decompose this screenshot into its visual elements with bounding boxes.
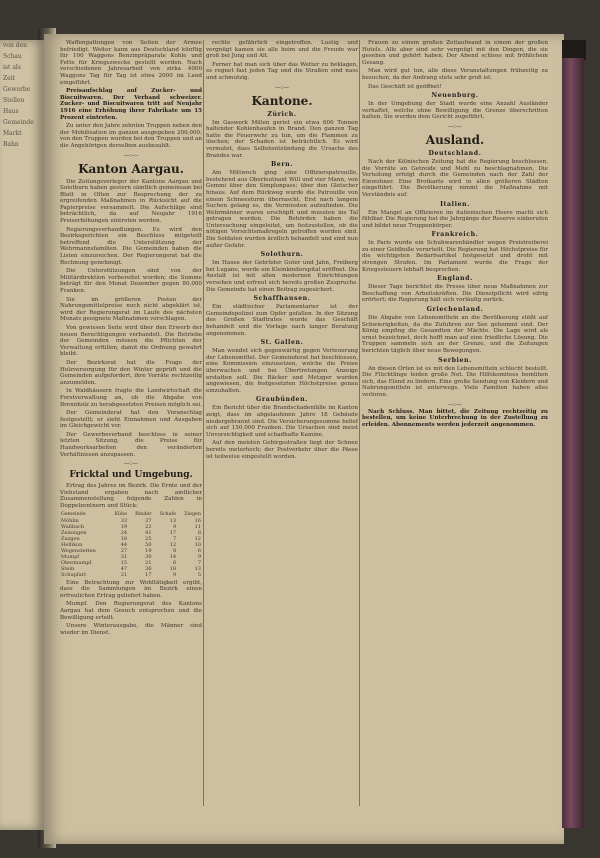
left-fragment: Zeit — [3, 75, 16, 82]
paragraph: In Waldhäusern fragte die Landwirtschaft die Forstverwaltung an, ob die Abgabe von Brennholz zu herabgesetzten Preisen möglich sei. — [60, 388, 202, 408]
table-cell: 11 — [194, 523, 201, 530]
paragraph: Von gewissen Seite wird über den Erwerb der neuen Berechtigungen verhandelt. Die Betriebe der Gemeinden müssen die Pflichten der Verwaltung erfüllen, damit die Ordnung gewahrt bleibt. — [60, 324, 202, 358]
table-header: Gemeinde — [61, 511, 86, 517]
closing-notice: Nach Schluss. Man bittet, die Zeitung rechtzeitig zu bestellen, um keine Unterbrechung in der Zustellung zu erleiden. Abonnements werden jederzeit angenommen. — [362, 408, 548, 428]
table-cell: 44 — [120, 541, 128, 548]
place-heading: Zürich. — [267, 110, 297, 118]
paragraph: Ein Bericht über die Brandschadenfälle im Kanton zeigt, dass im abgelaufenen Jahre 18 Gebäude niedergebrannt sind. Die Versicherungssumme belief sich auf 150,000 Franken. Die Ursachen sind meist Unvorsichtigkeit und schadhafte Kamine. — [206, 405, 358, 438]
table-cell: 19 — [120, 523, 128, 530]
paragraph: Im Hause der Gebrüder Guter und Jahn, Freiberg bei Lugano, wurde ein Kleinkinderspital eröffnet. Die Anstalt ist mit allen modernen Einrichtungen versehen und erfreut sich bereits großen Zuspruchs. Die Gemeinde hat einen Beitrag zugesichert. — [206, 260, 358, 293]
table-cell: Schupfart — [61, 571, 87, 578]
country-heading: Griechenland. — [426, 306, 484, 314]
place-heading: St. Gallen. — [260, 339, 304, 347]
left-fragment: Haus — [3, 108, 19, 115]
country-heading: Italien. — [440, 200, 470, 208]
table-cell: Zuzgen — [61, 535, 80, 542]
table-cell: Hellikon — [61, 541, 83, 548]
table-header: Kühe — [114, 511, 128, 517]
paragraph: rechte gefährlich eingetroffen. Lustig und vergnügt kamen sie alle heim und die Freude war groß bei Jung und Alt. — [206, 40, 358, 60]
table-cell: Wegenstetten — [61, 547, 96, 554]
table-cell: 47 — [120, 565, 128, 572]
country-heading: England. — [437, 275, 473, 283]
table-cell: 6 — [197, 547, 201, 554]
left-fragment: Schau — [3, 53, 22, 60]
section-title-ausland: Ausland. — [425, 132, 485, 147]
paragraph: An diesen Orten ist es mit den Lebensmitteln schlecht bestellt. Die Flüchtlinge leiden große Not. Die Hilfskomitees bemühen sich, das Elend zu lindern. Eine große Sendung von Kleidern und Nahrungsmitteln ist unterwegs. Viele Familien haben alles verloren. — [362, 365, 548, 398]
left-fragment: Markt — [3, 130, 22, 137]
table-cell: 9 — [197, 553, 201, 560]
table-cell: 24 — [120, 529, 128, 536]
table-row — [60, 572, 202, 578]
paragraph: In der Umgebung der Stadt wurde eine Anzahl Ausländer verhaftet, welche ohne Bewilligung die Grenze überschritten hatten. Sie wurden dem Gericht zugeführt. — [362, 101, 548, 121]
table-cell: 8 — [172, 547, 177, 554]
left-fragment: ist als — [3, 64, 21, 71]
paragraph: Auf den meisten Gebirgsstraßen liegt der Schnee bereits meterhoch; der Postverkehr über die Pässe ist teilweise eingestellt worden. — [206, 440, 358, 460]
table-cell: 7 — [172, 535, 177, 542]
table-cell: 50 — [145, 541, 152, 548]
table-cell: 12 — [169, 541, 177, 548]
paragraph: Preisaufschlag auf Zucker- und Biscuitwaren. Der Verband schweizer. Zucker- und Biscuitwaren tritt auf Neujahr 1916 eine Erhöhung ihrer Fabrikate um 15 Prozent eintreten. — [60, 88, 202, 121]
paragraph: Ertrag des Jahres im Bezirk. Die Ernte und der Viehstand ergaben nach amtlicher Zusammenstellung folgende Zahlen in Doppelzentnern und Stück: — [60, 483, 202, 510]
separator: —:— — [447, 122, 463, 130]
paragraph: Man wendet sich gegenwärtig gegen Verteuerung der Lebensmittel. Der Gemeinderat hat beschlossen, eine Kommission einzusetzen, welche die Preise überwachen und bei Übertretungen Anzeige erstatten soll. Die Bäcker und Metzger wurden angewiesen, die festgesetzten Höchstpreise genau einzuhalten. — [206, 348, 358, 394]
table-cell: Wallbach — [61, 523, 85, 530]
table-cell: 12 — [194, 535, 201, 542]
paragraph: Ein Mangel an Offizieren im italienischen Heere macht sich fühlbar. Die Regierung hat die Jahrgänge der Reserve einberufen und bildet neue Truppenkörper. — [362, 209, 548, 229]
table-cell: 10 — [194, 541, 201, 548]
paragraph: Der Gewerbeverband beschloss in seiner letzten Sitzung, die Preise für Handwerksarbeiten den veränderten Verhältnissen anzupassen. — [60, 431, 202, 458]
table-cell: Stein — [61, 565, 75, 572]
book-cover-top — [562, 40, 586, 60]
table-cell: 30 — [145, 553, 152, 560]
table-cell: 13 — [169, 517, 177, 524]
paragraph: Zu unter den Jahre zehnten Truppen neben den der Mobilisation im ganzen ausgegeben 200,000; von den Truppen wurden bei den Truppen und an die Angehörigen derselben ausbezahlt. — [60, 123, 202, 149]
table-cell: 9 — [172, 523, 177, 530]
table-cell: 19 — [145, 547, 152, 554]
column-rule — [203, 40, 204, 806]
table-cell: 31 — [120, 553, 128, 560]
section-title-kantone: Kantone. — [251, 93, 313, 108]
table-header: Rinder — [135, 511, 152, 517]
table-cell: 8 — [197, 529, 201, 536]
place-heading: Bern. — [270, 161, 294, 169]
separator: —:— — [123, 151, 139, 159]
paragraph: In Paris wurde ein Schuhwarenhändler wegen Preistreiberei zu einer Geldbuße verurteilt. Die Regierung hat Höchstpreise für die wichtigsten Bedarfsartikel festgesetzt und droht mit strengen Strafen. Im Parlament wurde die Frage der Kriegssteuern lebhaft besprochen. — [362, 240, 548, 273]
table-cell: 27 — [120, 547, 128, 554]
book-cover — [562, 58, 584, 828]
paragraph: Die Zeitungsverleger der Kantone Aargau und Solothurn haben gestern sämtlich gemeinsam bei Blatt in Olten zur Besprechung der zu ergreifenden Maßnahmen in Rücksicht auf die Papierpreise versammelt. Die Aufschläge sind beträchtlich, da auf Neujahr 1916 Preiserhöhungen eintreten werden. — [60, 178, 202, 225]
left-page-edge — [0, 40, 44, 830]
table-cell: 15 — [120, 559, 128, 566]
table-cell: 22 — [145, 523, 152, 530]
separator: —:— — [123, 460, 139, 468]
country-heading: Serbien. — [438, 356, 472, 364]
left-fragment: Gewerbe — [3, 86, 31, 93]
paragraph: Frauen zu einem großen Zeitaufwand in einem der großen Hotels. Alle aber sind sehr vergnügt mit den Dingen, die sie gesehen und gehört haben. Der Abend schloss mit fröhlichem Gesang. — [362, 40, 548, 66]
table-cell: 21 — [145, 559, 152, 566]
table-header: Schafe — [159, 511, 177, 517]
paragraph: Eine Betrachtung zur Wohltätigkeit ergibt, dass die Sammlungen im Bezirk einen erfreulichen Ertrag geliefert haben. — [60, 579, 202, 599]
table-cell: 13 — [194, 565, 201, 572]
place-heading: Solothurn. — [260, 251, 304, 259]
paragraph: Dieser Tage berichtet die Presse über neue Maßnahmen zur Beschaffung von Arbeitskräften. Die Dienstpflicht wird eifrig erörtert; die Regierung hält sich vorläufig zurück. — [362, 284, 548, 304]
paragraph: Unsere Winterausgabe, die Männer sind wieder im Dienst. — [60, 623, 202, 636]
separator: —:— — [447, 400, 463, 408]
paragraph: Der Gemeinderat hat den Voranschlag festgestellt; er sieht Einnahmen und Ausgaben im Gleichgewicht vor. — [60, 410, 202, 430]
table-cell: 7 — [197, 559, 201, 566]
place-heading: Graubünden. — [256, 396, 308, 404]
paragraph: Man wird gut tun, alle diese Veranstaltungen frühzeitig zu besuchen, da der Andrang stets sehr groß ist. — [362, 68, 548, 81]
paragraph: Nach der Kölnischen Zeitung hat die Regierung beschlossen, die Vorräte an Getreide und Mehl zu beschlagnahmen. Die Verteilung erfolgt durch die Gemeinden nach der Zahl der Einwohner. Eine Brotkarte wird in allen größeren Städten eingeführt. Die Bevölkerung nimmt die Maßnahme mit Verständnis auf. — [362, 158, 548, 198]
paragraph: Ein städtischer Parlamentarier ist der Gemeindepolizei zum Opfer gefallen. In der Sitzung des Großen Stadtrates wurde das Geschäft behandelt und die Vorlage nach langer Beratung angenommen. — [206, 304, 358, 337]
paragraph: Sie im größeren Posten der Nahrungsmittelpreise noch nicht abgeklärt ist, wird der Regierungsrat im Laufe des nächsten Monats geeignete Maßnahmen vorschlagen. — [60, 296, 202, 323]
paragraph: Die Abgabe von Lebensmitteln an die Bevölkerung stößt auf Schwierigkeiten, da die Zufuhren zur See gehemmt sind. Der König empfing die Gesandten der Mächte. Die Lage wird als ernst bezeichnet, doch hofft man auf eine friedliche Lösung. Die Truppen sammeln sich an der Grenze, und die Zeitungen berichten täglich über neue Bewegungen. — [362, 315, 548, 354]
table-cell: 17 — [145, 571, 152, 578]
table-cell: 5 — [197, 571, 201, 578]
separator: —:— — [274, 83, 290, 91]
table-cell: Obermumpf — [61, 559, 92, 566]
country-heading: Deutschland. — [428, 149, 482, 157]
table-cell: Mumpf — [61, 553, 80, 560]
paragraph: Am Mittwoch ging eine Offizierspatrouille, bestehend aus Oberleutnant Will und vier Mann, von Gemmi über den Simplonpass; über den Gletscher hinaus. Auf dem Rückweg wurde die Patrouille von einem Schneesturm überrascht. Erst nach langem Suchen gelang es, die Vermissten aufzufinden. Die Wehrmänner waren erschöpft und mussten ins Tal getragen werden. Die Behörden haben die Untersuchung eingeleitet, um festzustellen, ob die nötigen Vorsichtsmaßregeln getroffen worden sind. Die Soldaten wurden ärztlich behandelt und sind nun außer Gefahr. — [206, 170, 358, 249]
column-2 — [206, 40, 358, 806]
paragraph: Die Unterstützungen sind von der Militärdirektion vorbereitet worden; die Summe beträgt für den Monat Dezember gegen 80,000 Franken. — [60, 268, 202, 294]
table-cell: Möhlin — [61, 517, 79, 524]
paragraph: Regierungsverhandlungen. Es wird den Bezirksgerichten ein Beschluss mitgeteilt betreffend die Unterstützung der Wehrmannsfamilien. Die Gemeinden haben die Listen einzureichen. Der Regierungsrat hat die Rechnung genehmigt. — [60, 226, 202, 266]
statistics-table — [60, 512, 202, 578]
table-cell: 41 — [145, 529, 152, 536]
place-heading: Neuenburg. — [431, 92, 479, 100]
section-title-aargau: Kanton Aargau. — [78, 161, 184, 176]
table-cell: 25 — [145, 535, 152, 542]
column-3 — [362, 40, 548, 806]
table-cell: 18 — [120, 535, 128, 542]
table-header: Ziegen — [184, 511, 201, 517]
paragraph: Mumpf. Den Regierungsrat des Kantons Aargau hat dem Gesuch entsprochen und die Bewilligung erteilt. — [60, 601, 202, 621]
subsection-title-fricktal: Fricktal und Umgebung. — [69, 470, 193, 481]
column-rule — [359, 40, 360, 806]
left-fragment: Bahn — [3, 141, 19, 148]
table-cell: 33 — [120, 517, 128, 524]
table-cell: Zeiningen — [61, 529, 87, 536]
left-fragment: Gemeinde — [3, 119, 34, 126]
paragraph: Das Geschäft ist geöffnet! — [368, 83, 442, 90]
paragraph: Der Bezirksrat hat die Frage der Holzversorgung für den Winter geprüft und die Gemeinden aufgefordert, ihre Vorräte rechtzeitig anzumelden. — [60, 359, 202, 386]
paragraph: Ferner hat man sich über das Wetter zu beklagen, es regnet fast jeden Tag und die Straßen sind nass und schmutzig. — [206, 61, 358, 81]
place-heading: Schaffhausen. — [253, 295, 311, 303]
table-cell: 9 — [172, 571, 177, 578]
table-cell: 17 — [169, 529, 177, 536]
table-cell: 37 — [145, 517, 152, 524]
table-cell: 36 — [145, 565, 152, 572]
column-1 — [60, 40, 202, 806]
paragraph: Im Gaswerk Mülen geriet ein etwa 600 Tonnen haltender Kohlenhaufen in Brand. Den ganzen Tag hatte die Feuerwehr zu tun, um die Flammen zu löschen; der Schaden ist beträchtlich. Es wird vermutet, dass Selbstentzündung die Ursache des Brandes war. — [206, 119, 358, 159]
table-cell: 21 — [120, 571, 128, 578]
left-fragment: Stellen — [3, 97, 25, 104]
country-heading: Frankreich. — [431, 231, 479, 239]
paragraph: Waffengattungen von Seiten der Armee befriedigt. Weiter kann aus Deutschland künftig für 100 Waggons Benzinpräparate Kohle und Fette für Kriegszwecke gestellt werden. Nach verschiedenen Jahresarbeit von zirka 4000 Waggons Tag für Tag ist etwa 2000 im Land eingeführt. — [60, 40, 202, 86]
left-fragment: von den — [3, 42, 28, 49]
table-cell: 18 — [169, 565, 177, 572]
table-cell: 6 — [172, 559, 177, 566]
table-cell: 16 — [194, 517, 201, 524]
table-cell: 14 — [169, 553, 177, 560]
